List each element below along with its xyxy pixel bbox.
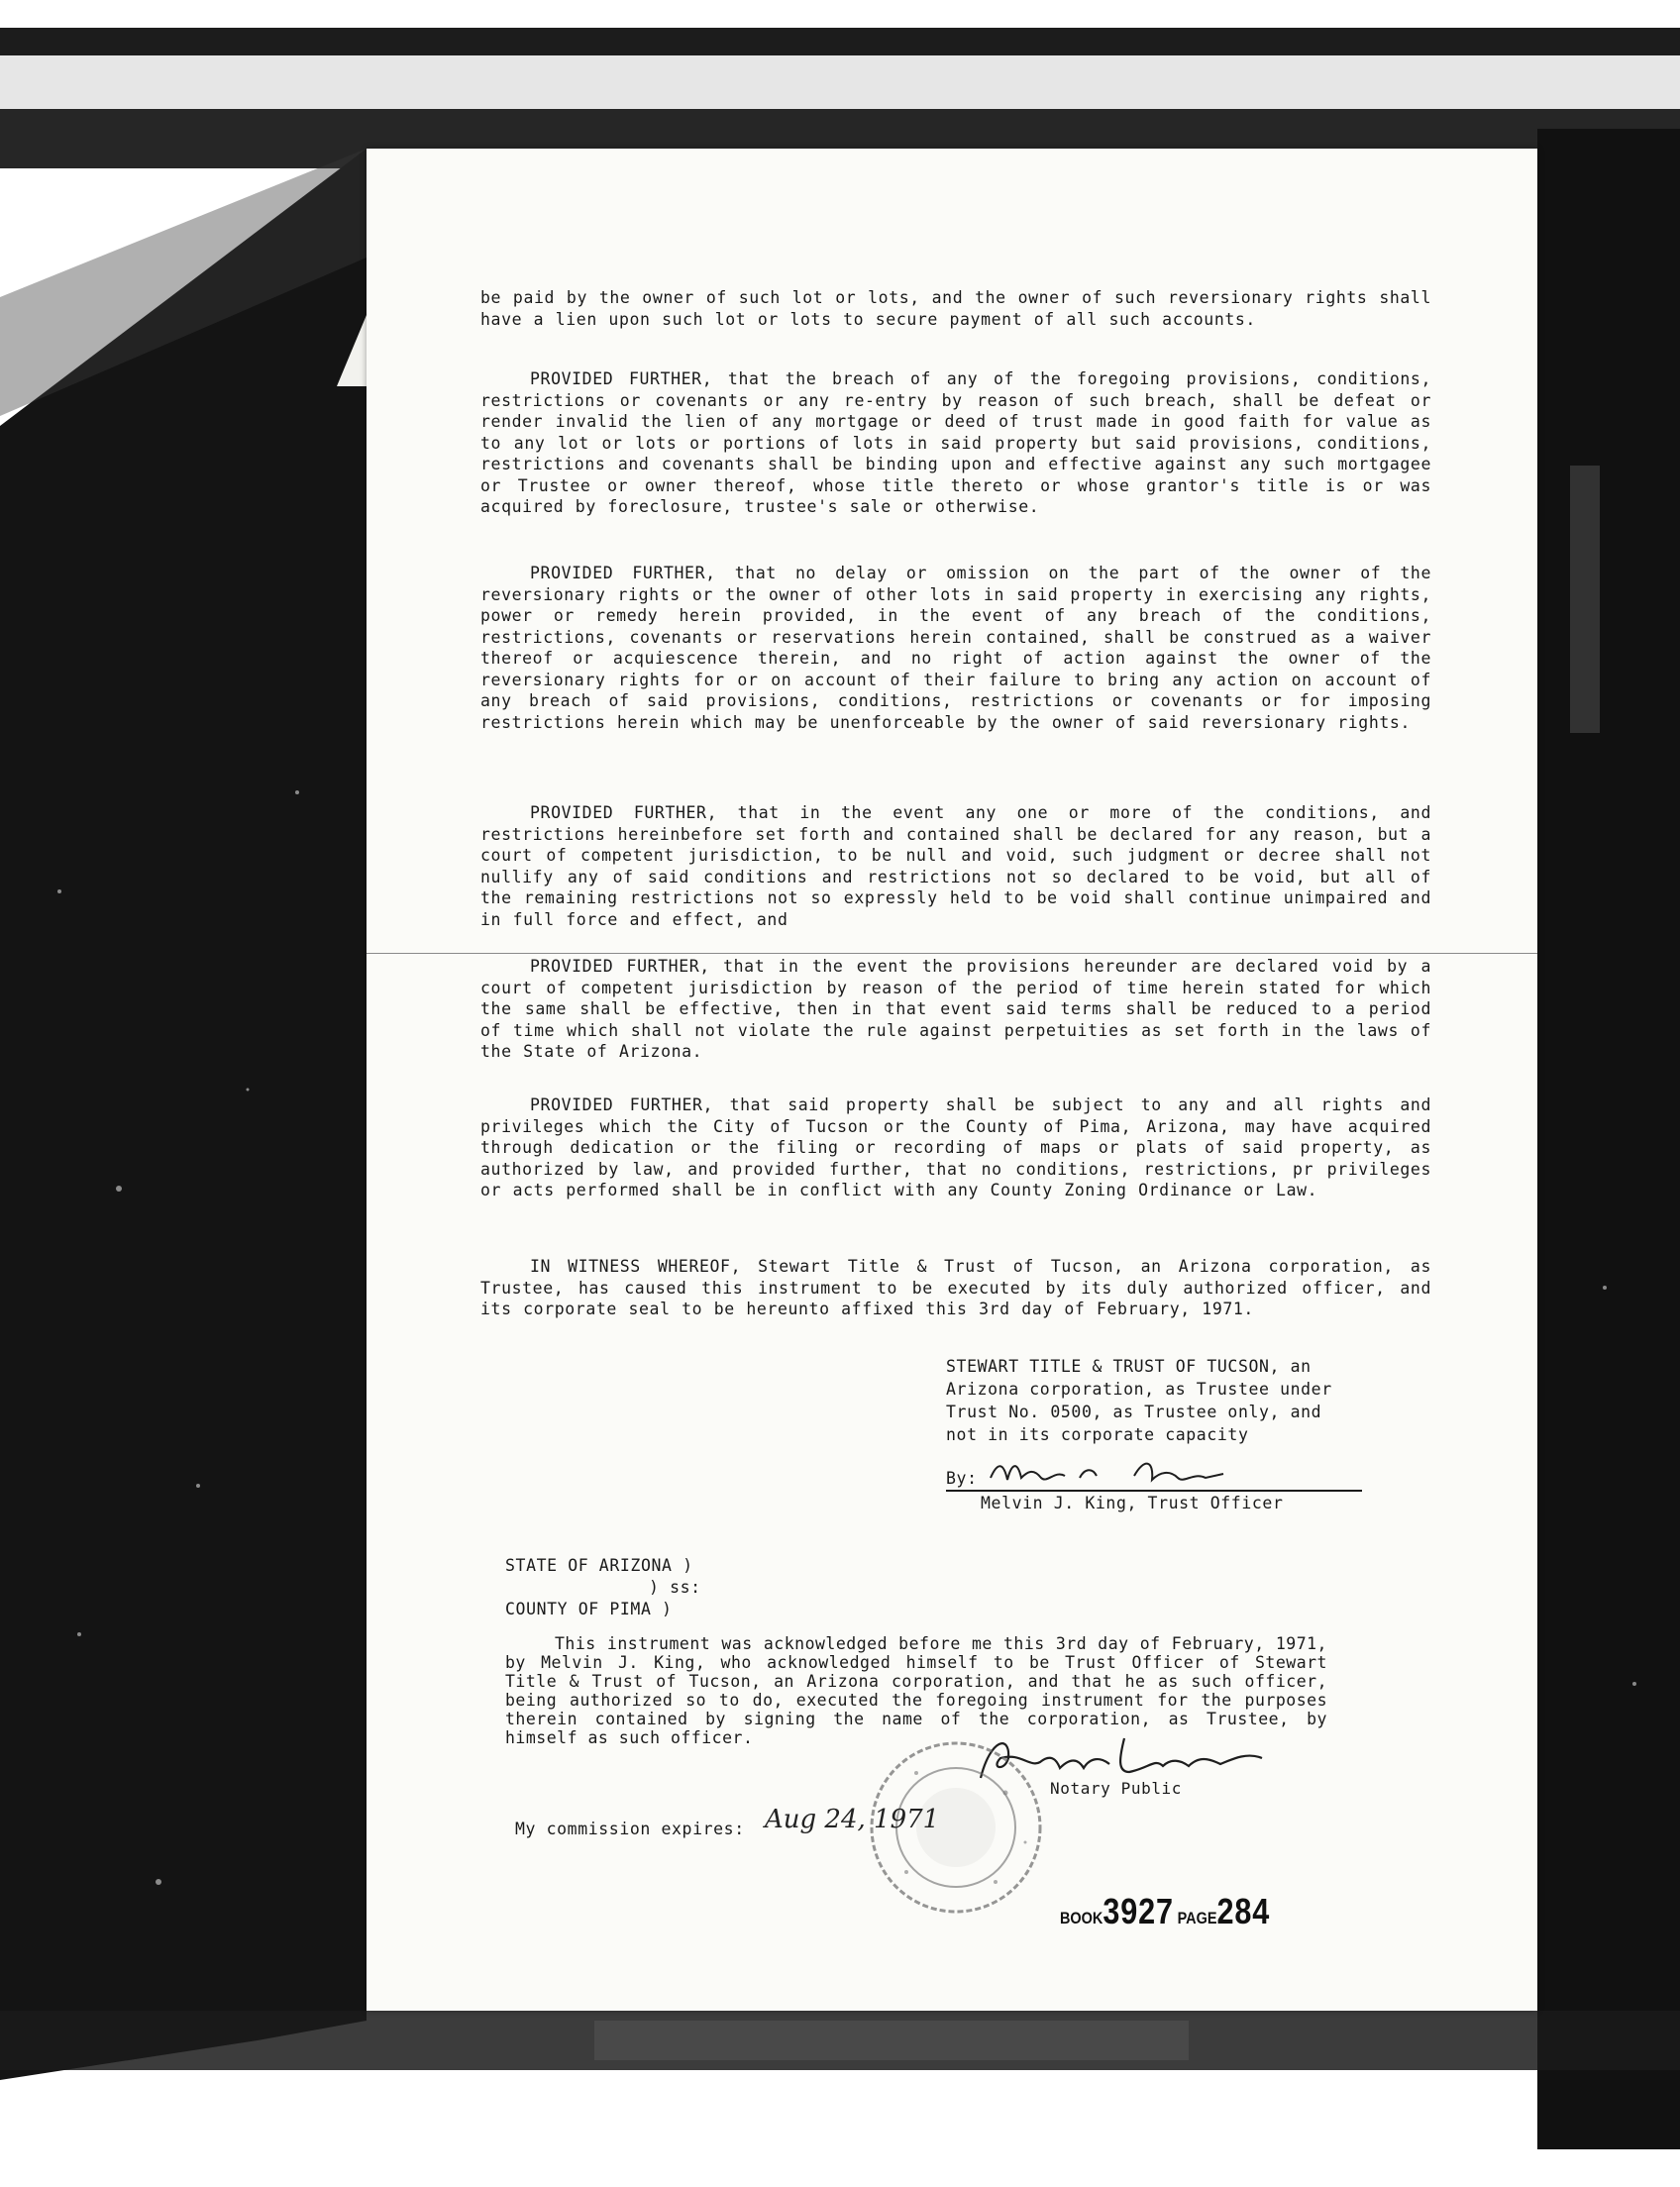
paragraph-severability: PROVIDED FURTHER, that in the event any one or more of the conditions, and restrictions hereinbefore set forth and contained shall be declared for any reason, but a court of competent jurisdiction, to be null and void, such judgment or decree shall not nullify any of said conditions and restrictions not so declared to be void, but all of the remaining restrictions not so expressly held to be void shall continue unimpaired and in full force and effect, and [480,803,1431,929]
signature-line-3: Trust No. 0500, as Trustee only, and [946,1403,1322,1421]
acknowledgment-paragraph: This instrument was acknowledged before me this 3rd day of February, 1971, by Melvin J. King, who acknowledged himself to be Trust Officer of Stewart Title & Trust of Tucson, an Arizona corporation, and that he as such officer, being authorized so to do, executed the foregoing instrument for the purposes therein contained by signing the name of the corporation, as Trustee, by himself as such officer. [505,1634,1327,1747]
book-label: BOOK [1060,1909,1103,1927]
book-number: 3927 [1102,1891,1174,1931]
paragraph-in-witness: IN WITNESS WHEREOF, Stewart Title & Trust of Tucson, an Arizona corporation, as Trustee, has caused this instrument to be executed by its duly authorized officer, and its corporate seal to be hereunto affixed this 3rd day of February, 1971. [480,1257,1431,1318]
book-page-recording [1060,1891,1270,1932]
venue-block [505,1555,763,1620]
signature-line-2: Arizona corporation, as Trustee under [946,1380,1332,1399]
venue-state: STATE OF ARIZONA ) [505,1556,693,1575]
venue-county: COUNTY OF PIMA ) [505,1600,673,1618]
notary-public-label: Notary Public [1050,1779,1183,1798]
officer-signature [986,1454,1283,1490]
paragraph-breach-provision: PROVIDED FURTHER, that the breach of any of the foregoing provisions, conditions, restrictions or covenants or any re-entry by reason of such breach, shall be defeat or render invalid the lien of any mortgage or deed of trust made in good faith for value as to any lot or lots or portions of lots in said property but said provisions, conditions, restrictions and covenants shall be binding upon and effective against any such mortgagee or Trustee or owner thereof, whose title thereto or whose grantor's title is or was acquired by foreclosure, trustee's sale or otherwise. [480,369,1431,516]
continuation-paragraph: be paid by the owner of such lot or lots, and the owner of such reversionary rights shall have a lien upon such lot or lots to secure payment of all such accounts. [480,288,1431,329]
signature-line-1: STEWART TITLE & TRUST OF TUCSON, an [946,1357,1312,1376]
by-label: By: [946,1469,978,1488]
signature-line-4: not in its corporate capacity [946,1425,1249,1444]
paragraph-city-county-rights: PROVIDED FURTHER, that said property shall be subject to any and all rights and privileges which the City of Tucson or the County of Pima, Arizona, may have acquired through dedication or the filing or recording of maps or plats of said property, as authorized by law, and provided further, that no conditions, restrictions, pr privileges or acts performed shall be in conflict with any County Zoning Ordinance or Law. [480,1095,1431,1199]
officer-name-title: Melvin J. King, Trust Officer [981,1494,1284,1512]
commission-expires-date: Aug 24, 1971 [765,1805,940,1834]
paragraph-perpetuities: PROVIDED FURTHER, that in the event the provisions hereunder are declared void by a court of competent jurisdiction by reason of the period of time herein stated for which the same shall be effective, then in that event said terms shall be reduced to a period of time which shall not violate the rule against perpetuities as set forth in the laws of the State of Arizona. [480,957,1431,1061]
page-label: PAGE [1177,1909,1217,1927]
commission-expires-label: My commission expires: [515,1820,745,1838]
paragraph-delay-omission: PROVIDED FURTHER, that no delay or omission on the part of the owner of the reversionary rights or the owner of other lots in said property in exercising any rights, power or remedy herein provided, in the event of any breach of the conditions, restrictions, covenants or reservations herein contained, shall be construed as a waiver thereof or acquiescence therein, and no right of action against the owner of the reversionary rights for or on account of their failure to bring any action on account of any breach of said provisions, conditions, restrictions or covenants or for imposing restrictions herein which may be unenforceable by the owner of said reversionary rights. [480,564,1431,732]
by-signature-line [946,1460,1362,1492]
document-page [367,149,1537,2011]
venue-ss: ) ss: [649,1578,701,1597]
trustee-signature-block [946,1355,1382,1446]
page-number: 284 [1216,1891,1271,1931]
fold-line [367,953,1537,954]
